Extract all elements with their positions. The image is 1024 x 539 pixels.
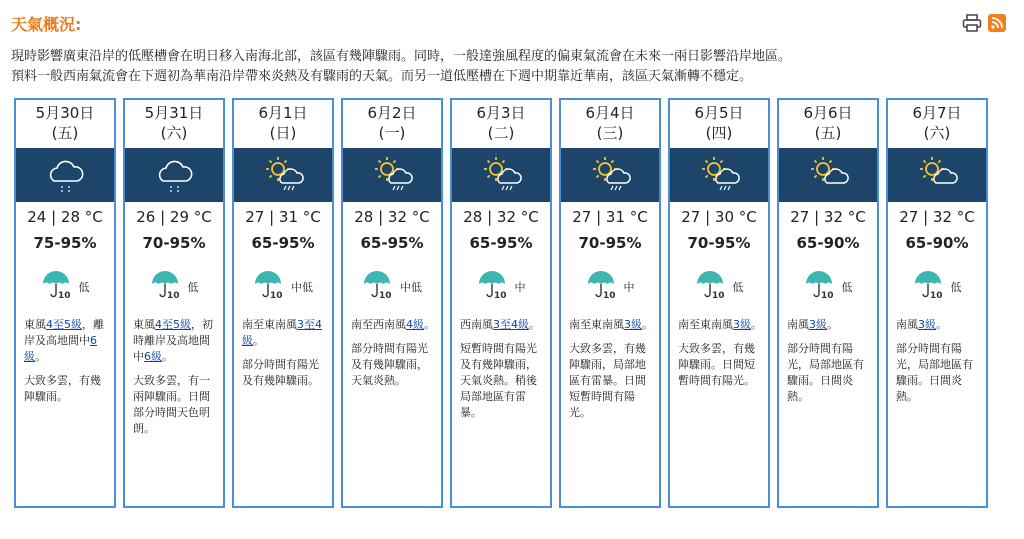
temperature-range: 26 | 29 °C (136, 208, 212, 226)
date-label: 6月6日 (803, 104, 853, 122)
date-label: 6月5日 (694, 104, 744, 122)
forecast-card (668, 98, 770, 508)
wind-force-link[interactable]: 3級 (624, 318, 642, 331)
forecast-description: 部分時間有陽光及有幾陣驟雨，天氣炎熱。 (351, 342, 428, 387)
wind-force-link[interactable]: 4至5級 (46, 318, 82, 331)
weekday-label: (二) (487, 124, 515, 142)
weekday-label: (六) (923, 124, 951, 142)
umbrella-icon (362, 270, 396, 303)
forecast-card (886, 98, 988, 508)
forecast-date (561, 100, 659, 148)
wind-forecast (452, 317, 550, 333)
wind-forecast (561, 317, 659, 333)
wind-force-link[interactable]: 4級 (406, 318, 424, 331)
weather-icon-band (561, 148, 659, 202)
wind-text: 東風 (133, 318, 155, 331)
printer-icon[interactable] (962, 14, 982, 32)
forecast-card (777, 98, 879, 508)
sun-cloud-icon (805, 151, 851, 199)
sun-cloud-rain-icon (478, 151, 524, 199)
umbrella-icon (695, 270, 729, 303)
forecast-card (450, 98, 552, 508)
forecast-date (779, 100, 877, 148)
forecast-cards (14, 98, 988, 508)
forecast-description: 部分時間有陽光，局部地區有驟雨。日間炎熱。 (896, 342, 973, 403)
sun-cloud-rain-icon (696, 151, 742, 199)
wind-text: 。 (424, 318, 435, 331)
rain-probability (234, 270, 332, 303)
wind-text: 南風 (787, 318, 809, 331)
humidity-range: 65-95% (360, 234, 424, 252)
wind-forecast (888, 317, 986, 333)
humidity-range: 65-90% (796, 234, 860, 252)
wind-text: 南至西南風 (351, 318, 406, 331)
rain-probability (452, 270, 550, 303)
date-label: 6月4日 (585, 104, 635, 122)
rain-probability-label: 低 (78, 280, 90, 294)
date-label: 5月31日 (144, 104, 204, 122)
wind-text: 。 (253, 334, 264, 347)
weather-icon-band (452, 148, 550, 202)
rain-probability-label: 中 (623, 280, 635, 294)
svg-text:10: 10 (57, 291, 71, 300)
humidity-range: 65-90% (905, 234, 969, 252)
weekday-label: (五) (51, 124, 79, 142)
forecast-card (14, 98, 116, 508)
wind-text: 。 (529, 318, 540, 331)
forecast-description: 短暫時間有陽光及有幾陣驟雨，天氣炎熱。稍後局部地區有雷暴。 (460, 342, 537, 419)
wind-text: 。 (162, 350, 173, 363)
temperature-range: 27 | 31 °C (245, 208, 321, 226)
wind-forecast (670, 317, 768, 333)
wind-text: ，離岸及高地間中 (24, 318, 104, 347)
svg-text:10: 10 (379, 291, 392, 300)
rain-probability (125, 270, 223, 303)
wind-force-link[interactable]: 6級 (144, 350, 162, 363)
page-title: 天氣概況: (11, 15, 82, 34)
weather-summary (11, 47, 1016, 87)
wind-force-link[interactable]: 3級 (809, 318, 827, 331)
rain-probability (561, 270, 659, 303)
wind-force-link[interactable]: 4至5級 (155, 318, 191, 331)
wind-text: 。 (827, 318, 838, 331)
forecast-description: 部分時間有陽光，局部地區有驟雨。日間炎熱。 (787, 342, 864, 403)
sun-cloud-rain-icon (369, 151, 415, 199)
umbrella-icon (150, 270, 184, 303)
svg-text:10: 10 (820, 291, 834, 300)
temperature-range: 27 | 32 °C (790, 208, 866, 226)
summary-line: 預料一般西南氣流會在下週初為華南沿岸帶來炎熱及有驟雨的天氣。而另一道低壓槽在下週中期靠近華南，該區天氣漸轉不穩定。 (11, 69, 753, 84)
wind-text: ，初時離岸及高地間中 (133, 318, 213, 363)
humidity-range: 75-95% (33, 234, 97, 252)
wind-text: 。 (751, 318, 762, 331)
header-icons (962, 14, 1006, 32)
forecast-date (125, 100, 223, 148)
forecast-description: 大致多雲，有幾陣驟雨。日間短暫時間有陽光。 (678, 342, 755, 387)
weather-icon-band (234, 148, 332, 202)
weekday-label: (四) (705, 124, 733, 142)
wind-force-link[interactable]: 6級 (24, 334, 97, 363)
forecast-date (888, 100, 986, 148)
rain-probability-label: 低 (950, 280, 962, 294)
temperature-range: 27 | 32 °C (899, 208, 975, 226)
umbrella-icon (586, 270, 620, 303)
umbrella-icon (41, 270, 75, 303)
wind-text: 南至東南風 (242, 318, 297, 331)
svg-text:10: 10 (929, 291, 943, 300)
wind-text: 。 (936, 318, 947, 331)
weekday-label: (一) (378, 124, 406, 142)
umbrella-icon (913, 270, 947, 303)
svg-text:10: 10 (602, 291, 616, 300)
forecast-date (452, 100, 550, 148)
sun-cloud-icon (914, 151, 960, 199)
weather-icon-band (343, 148, 441, 202)
rss-icon[interactable] (988, 14, 1006, 32)
wind-force-link[interactable]: 3級 (918, 318, 936, 331)
rain-probability (888, 270, 986, 303)
rain-probability-label: 中 (514, 280, 526, 294)
forecast-description: 部分時間有陽光及有幾陣驟雨。 (242, 358, 319, 387)
wind-force-link[interactable]: 3至4級 (493, 318, 529, 331)
humidity-range: 65-95% (469, 234, 533, 252)
temperature-range: 27 | 30 °C (681, 208, 757, 226)
wind-force-link[interactable]: 3級 (733, 318, 751, 331)
svg-text:10: 10 (711, 291, 725, 300)
date-label: 5月30日 (35, 104, 95, 122)
sun-cloud-rain-icon (260, 151, 306, 199)
wind-forecast (343, 317, 441, 333)
summary-line: 現時影響廣東沿岸的低壓槽會在明日移入南海北部，該區有幾陣驟雨。同時，一般達強風程度的偏東氣流會在未來一兩日影響沿岸地區。 (11, 49, 792, 64)
date-label: 6月3日 (476, 104, 526, 122)
wind-text: 南至東南風 (678, 318, 733, 331)
rain-probability (779, 270, 877, 303)
rain-probability-label: 低 (732, 280, 744, 294)
forecast-date (16, 100, 114, 148)
temperature-range: 27 | 31 °C (572, 208, 648, 226)
wind-text: 西南風 (460, 318, 493, 331)
weekday-label: (三) (596, 124, 624, 142)
wind-forecast (779, 317, 877, 333)
temperature-range: 28 | 32 °C (463, 208, 539, 226)
forecast-card (232, 98, 334, 508)
sun-cloud-rain-icon (587, 151, 633, 199)
wind-forecast (125, 317, 223, 365)
rain-probability (343, 270, 441, 303)
rain-probability-label: 中低 (400, 280, 422, 294)
wind-forecast (16, 317, 114, 365)
forecast-date (343, 100, 441, 148)
wind-text: 。 (35, 350, 46, 363)
wind-forecast (234, 317, 332, 349)
humidity-range: 70-95% (142, 234, 206, 252)
svg-text:10: 10 (493, 291, 507, 300)
rain-probability (670, 270, 768, 303)
weekday-label: (五) (814, 124, 842, 142)
umbrella-icon (477, 270, 511, 303)
date-label: 6月7日 (912, 104, 962, 122)
humidity-range: 70-95% (578, 234, 642, 252)
weekday-label: (日) (269, 124, 297, 142)
forecast-card (559, 98, 661, 508)
weekday-label: (六) (160, 124, 188, 142)
weather-icon-band (125, 148, 223, 202)
weather-icon-band (888, 148, 986, 202)
date-label: 6月1日 (258, 104, 308, 122)
wind-text: 南至東南風 (569, 318, 624, 331)
rain-probability-label: 中低 (291, 280, 313, 294)
wind-text: 南風 (896, 318, 918, 331)
weather-icon-band (16, 148, 114, 202)
rain-probability-label: 低 (187, 280, 199, 294)
svg-text:10: 10 (166, 291, 180, 300)
wind-text: 。 (642, 318, 653, 331)
forecast-date (234, 100, 332, 148)
rain-probability (16, 270, 114, 303)
cloud-rain-icon (42, 151, 88, 199)
temperature-range: 24 | 28 °C (27, 208, 103, 226)
forecast-description: 大致多雲，有幾陣驟雨。 (24, 374, 101, 403)
weather-icon-band (779, 148, 877, 202)
cloud-rain-icon (151, 151, 197, 199)
forecast-card (123, 98, 225, 508)
forecast-description: 大致多雲，有一兩陣驟雨。日間部分時間天色明朗。 (133, 374, 210, 435)
temperature-range: 28 | 32 °C (354, 208, 430, 226)
humidity-range: 70-95% (687, 234, 751, 252)
weather-icon-band (670, 148, 768, 202)
humidity-range: 65-95% (251, 234, 315, 252)
wind-force-link[interactable]: 3至4級 (242, 318, 322, 347)
forecast-date (670, 100, 768, 148)
rain-probability-label: 低 (841, 280, 853, 294)
svg-text:10: 10 (270, 291, 283, 300)
umbrella-icon (804, 270, 838, 303)
wind-text: 東風 (24, 318, 46, 331)
date-label: 6月2日 (367, 104, 417, 122)
umbrella-icon (253, 270, 287, 303)
forecast-description: 大致多雲，有幾陣驟雨，局部地區有雷暴。日間短暫時間有陽光。 (569, 342, 646, 419)
forecast-card (341, 98, 443, 508)
